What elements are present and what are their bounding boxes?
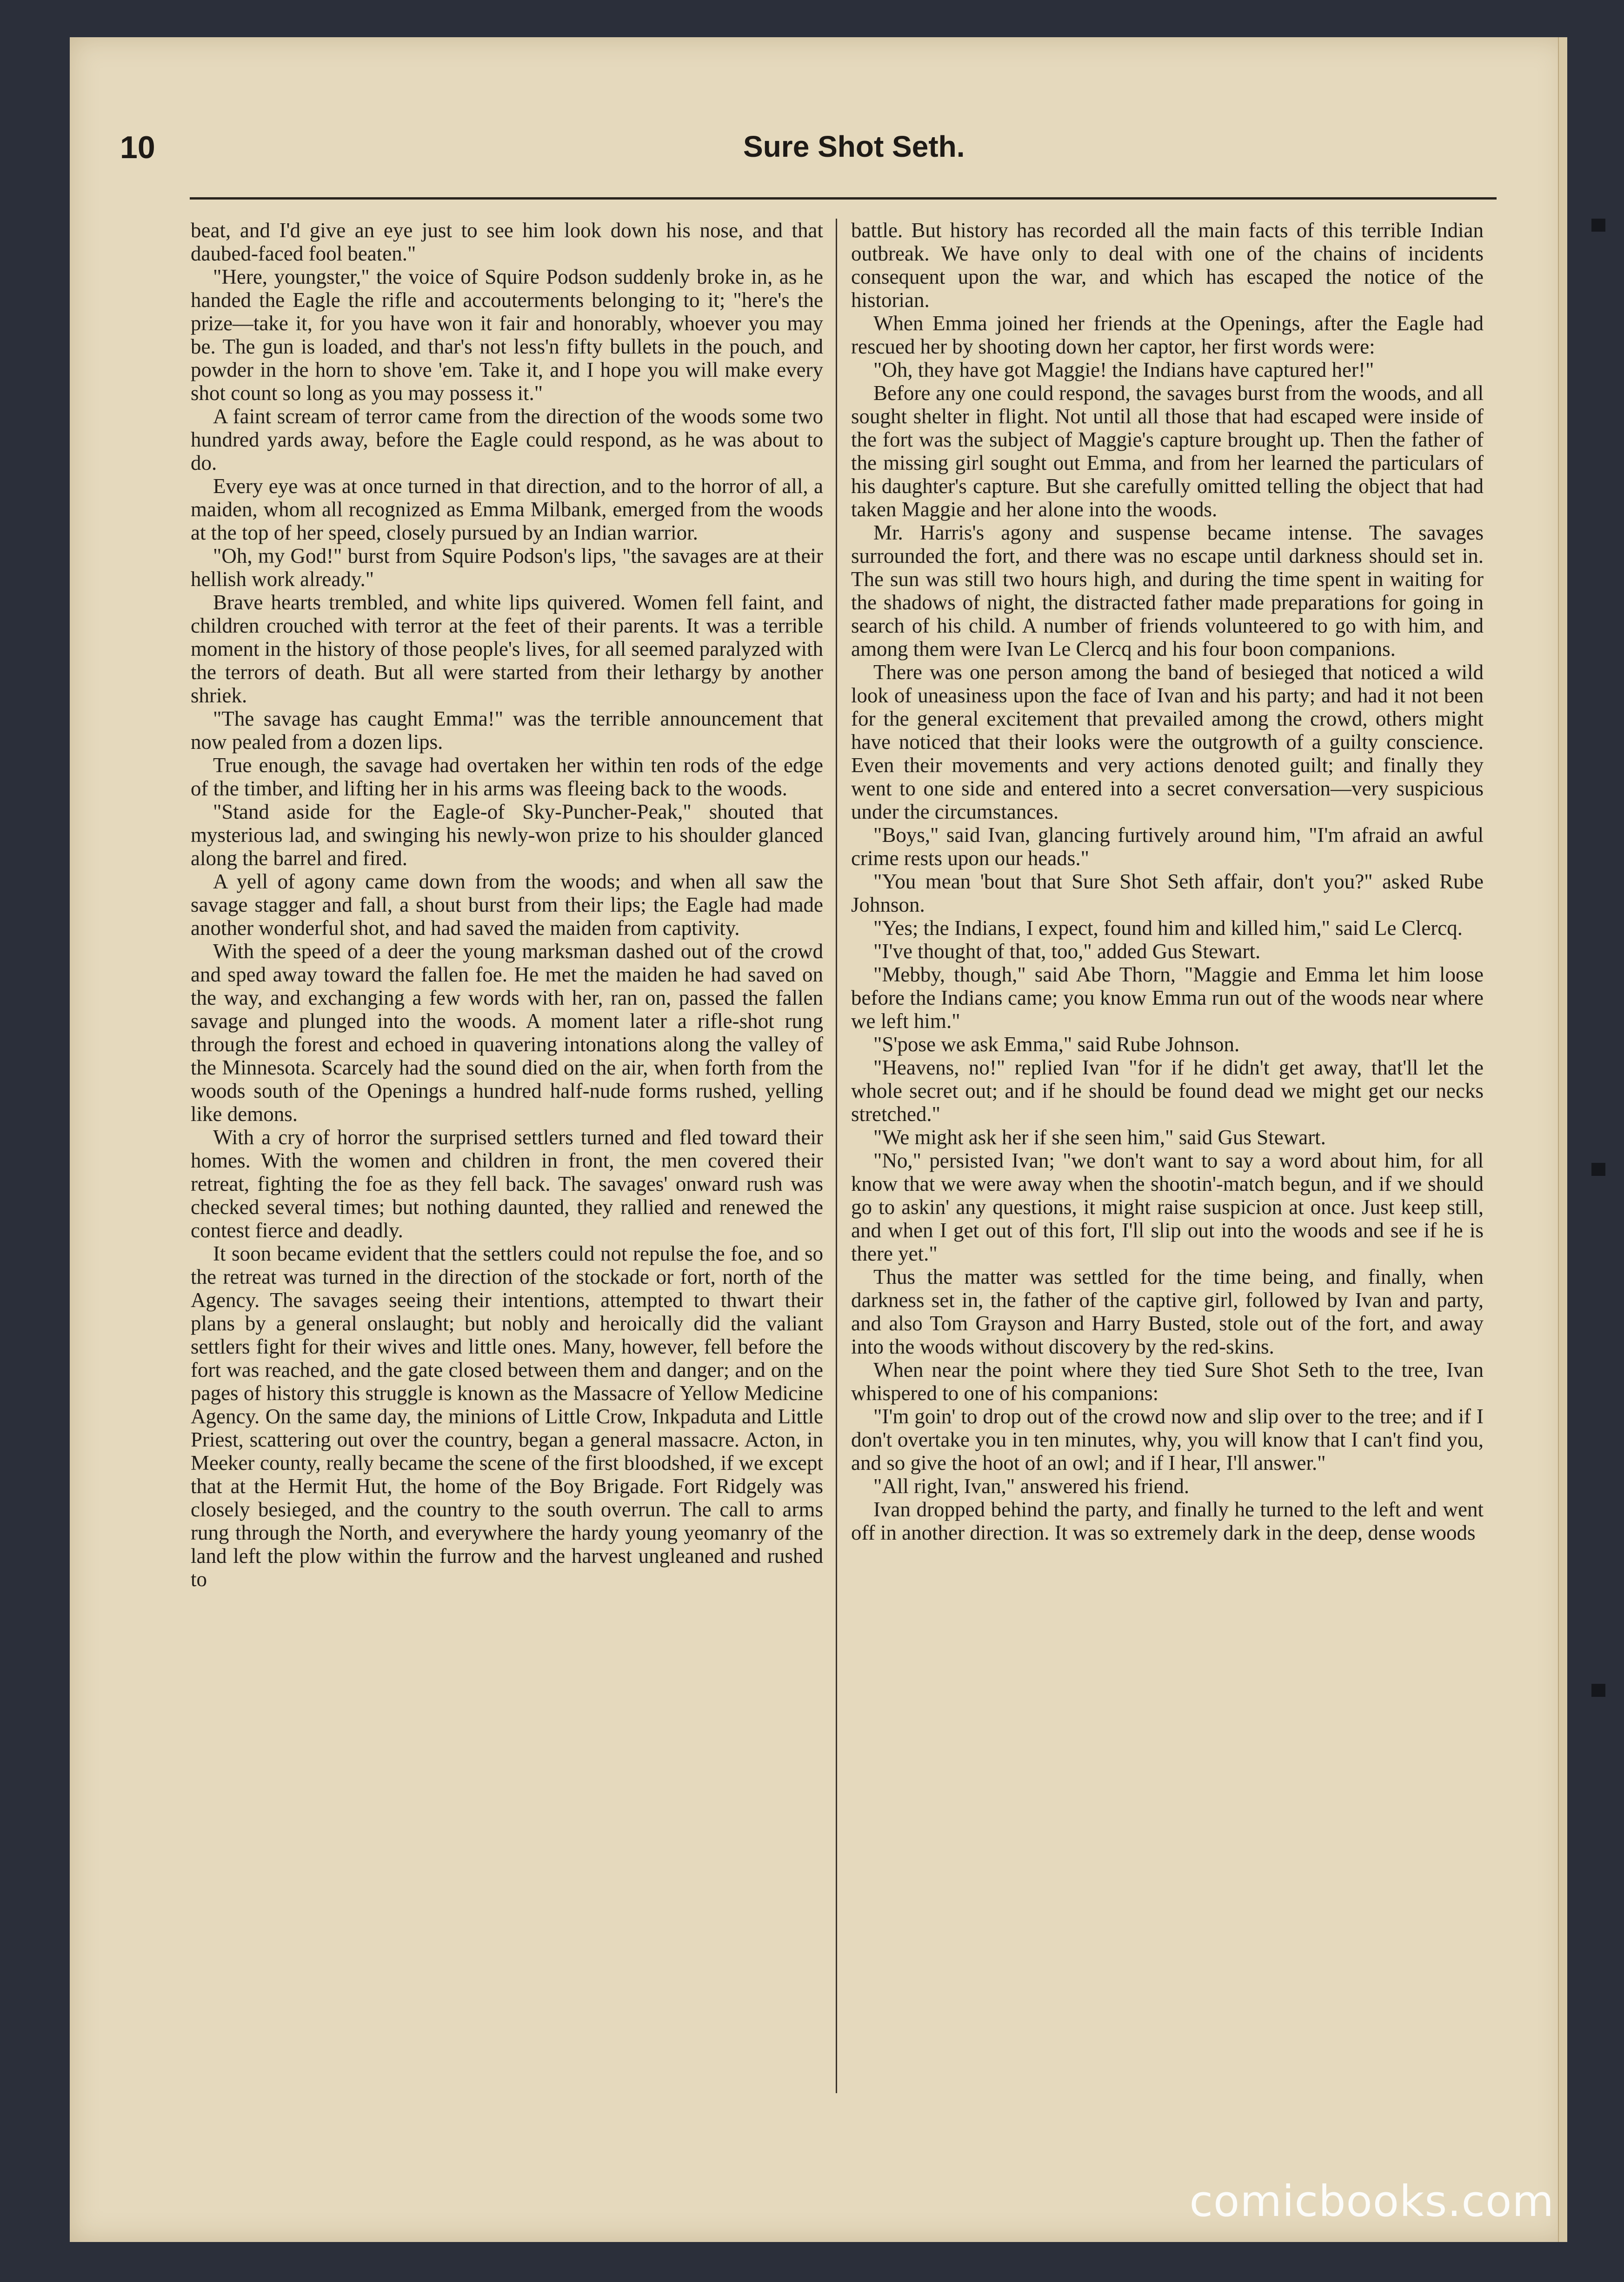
paragraph: battle. But history has recorded all the main facts of this terrible Indian outbreak. We have only to deal with one of the chains of incidents consequent upon the war, and which has escaped the notice of the historian. <box>851 219 1484 312</box>
page-header <box>120 129 1497 180</box>
binding-tab <box>1591 1684 1605 1697</box>
paragraph: "I've thought of that, too," added Gus Stewart. <box>873 940 1261 963</box>
paragraph: Ivan dropped behind the party, and finally he turned to the left and went off in another direction. It was so extremely dark in the deep, dense woods <box>851 1498 1484 1544</box>
page-number: 10 <box>120 130 155 165</box>
paragraph: beat, and I'd give an eye just to see him look down his nose, and that daubed-faced fool beaten." <box>191 219 823 265</box>
paragraph: A yell of agony came down from the woods; and when all saw the savage stagger and fall, a shout burst from their lips; the Eagle had made another wonderful shot, and had saved the maiden from captivity. <box>191 870 823 940</box>
page-edge <box>1558 37 1567 2242</box>
paragraph: There was one person among the band of besieged that noticed a wild look of uneasiness upon the face of Ivan and his party; and had it not been for the general excitement that prevailed among the crowd, others might have noticed that their looks were the outgrowth of a guilty conscience. Even their movements and very actions denoted guilt; and finally they went to one side and entered into a secret conversation—very suspicious under the circumstances. <box>851 661 1484 823</box>
binding-tab <box>1591 1163 1605 1176</box>
right-column <box>851 219 1484 1544</box>
paragraph: Thus the matter was settled for the time being, and finally, when darkness set in, the father of the captive girl, followed by Ivan and party, and also Tom Grayson and Harry Busted, stole out of the fort, and away into the woods without discovery by the red-skins. <box>851 1265 1484 1358</box>
paragraph: "All right, Ivan," answered his friend. <box>873 1475 1190 1498</box>
paragraph: "Here, youngster," the voice of Squire Podson suddenly broke in, as he handed the Eagle the rifle and accouterments belonging to it; "here's the prize—take it, for you have won it fair and honorably, whoever you may be. The gun is loaded, and thar's not less'n fifty bullets in the pouch, and powder in the horn to shove 'em. Take it, and I hope you will make every shot count so long as you may possess it." <box>191 265 823 405</box>
paragraph: "I'm goin' to drop out of the crowd now and slip over to the tree; and if I don't overtake you in ten minutes, why, you will know that I can't find you, and so give the hoot of an owl; and if I hear, I'll answer." <box>851 1405 1484 1475</box>
running-title: Sure Shot Seth. <box>743 130 965 163</box>
paragraph: "S'pose we ask Emma," said Rube Johnson. <box>873 1033 1240 1056</box>
paragraph: "You mean 'bout that Sure Shot Seth affair, don't you?" asked Rube Johnson. <box>851 870 1484 916</box>
paragraph: Before any one could respond, the savages burst from the woods, and all sought shelter in flight. Not until all those that had escaped were inside of the fort was the subject of Maggie's capture brought up. Then the father of the missing girl sought out Emma, and from her learned the particulars of his daughter's capture. But she carefully omitted telling the object that had taken Maggie and her alone into the woods. <box>851 381 1484 521</box>
paragraph: True enough, the savage had overtaken her within ten rods of the edge of the timber, and lifting her in his arms was fleeing back to the woods. <box>191 754 823 800</box>
paragraph: When near the point where they tied Sure Shot Seth to the tree, Ivan whispered to one of his companions: <box>851 1358 1484 1405</box>
paragraph: When Emma joined her friends at the Openings, after the Eagle had rescued her by shooting down her captor, her first words were: <box>851 312 1484 358</box>
paragraph: With a cry of horror the surprised settlers turned and fled toward their homes. With the women and children in front, the men covered their retreat, fighting the foe as they fell back. The savages' onward rush was checked several times; but nothing daunted, they rallied and renewed the contest fierce and deadly. <box>191 1126 823 1242</box>
paragraph: Every eye was at once turned in that direction, and to the horror of all, a maiden, whom all recognized as Emma Milbank, emerged from the woods at the top of her speed, closely pursued by an Indian warrior. <box>191 474 823 544</box>
paragraph: "The savage has caught Emma!" was the terrible announcement that now pealed from a dozen lips. <box>191 707 823 754</box>
paragraph: "We might ask her if she seen him," said Gus Stewart. <box>873 1126 1326 1149</box>
paragraph: "Oh, they have got Maggie! the Indians have captured her!" <box>873 358 1374 381</box>
paragraph: Mr. Harris's agony and suspense became intense. The savages surrounded the fort, and there was no escape until darkness should set in. The sun was still two hours high, and during the time spent in waiting for the shadows of night, the distracted father made preparations for going in search of his child. A number of friends volunteered to go with him, and among them were Ivan Le Clercq and his four boon companions. <box>851 521 1484 661</box>
paragraph: "Yes; the Indians, I expect, found him and killed him," said Le Clercq. <box>873 916 1463 940</box>
paragraph: With the speed of a deer the young marksman dashed out of the crowd and sped away toward the fallen foe. He met the maiden he had saved on the way, and exchanging a few words with her, ran on, passed the fallen savage and plunged into the woods. A moment later a rifle-shot rung through the forest and echoed in quavering intonations along the valley of the Minnesota. Scarcely had the sound died on the air, when forth from the woods south of the Openings a hundred half-nude forms rushed, yelling like demons. <box>191 940 823 1126</box>
paragraph: "Heavens, no!" replied Ivan "for if he didn't get away, that'll let the whole secret out; and if he should be found dead we might get our necks stretched." <box>851 1056 1484 1126</box>
paragraph: "Oh, my God!" burst from Squire Podson's lips, "the savages are at their hellish work already." <box>191 544 823 591</box>
header-rule <box>190 197 1497 200</box>
watermark: comicbooks.com <box>1189 2176 1554 2226</box>
paragraph: "Mebby, though," said Abe Thorn, "Maggie and Emma let him loose before the Indians came; you know Emma run out of the woods near where we left him." <box>851 963 1484 1033</box>
paragraph: "Boys," said Ivan, glancing furtively around him, "I'm afraid an awful crime rests upon our heads." <box>851 823 1484 870</box>
paragraph: Brave hearts trembled, and white lips quivered. Women fell faint, and children crouched with terror at the feet of their parents. It was a terrible moment in the history of those people's lives, for all seemed paralyzed with the terrors of death. But all were started from their lethargy by another shriek. <box>191 591 823 707</box>
paragraph: "No," persisted Ivan; "we don't want to say a word about him, for all know that we were away when the shootin'-match begun, and if we should go to askin' any questions, it might raise suspicion at once. Just keep still, and when I get out of this fort, I'll slip out into the woods and see if he is there yet." <box>851 1149 1484 1265</box>
paragraph: A faint scream of terror came from the direction of the woods some two hundred yards away, before the Eagle could respond, as he was about to do. <box>191 405 823 474</box>
column-divider <box>836 219 837 2093</box>
left-column <box>191 219 823 1591</box>
paragraph: "Stand aside for the Eagle-of Sky-Puncher-Peak," shouted that mysterious lad, and swinging his newly-won prize to his shoulder glanced along the barrel and fired. <box>191 800 823 870</box>
paragraph: It soon became evident that the settlers could not repulse the foe, and so the retreat was turned in the direction of the stockade or fort, north of the Agency. The savages seeing their intentions, attempted to thwart their plans by a general onslaught; but nobly and heroically did the valiant settlers fight for their wives and little ones. Many, however, fell before the fort was reached, and the gate closed between them and danger; and on the pages of history this struggle is known as the Massacre of Yellow Medicine Agency. On the same day, the minions of Little Crow, Inkpaduta and Little Priest, scattering out over the country, began a general massacre. Acton, in Meeker county, really became the scene of the first bloodshed, if we except that at the Hermit Hut, the home of the Boy Brigade. Fort Ridgely was closely besieged, and the country to the south overrun. The call to arms rung through the North, and everywhere the hardy young yeomanry of the land left the plow within the furrow and the harvest ungleaned and rushed to <box>191 1242 823 1591</box>
binding-tab <box>1591 219 1605 232</box>
